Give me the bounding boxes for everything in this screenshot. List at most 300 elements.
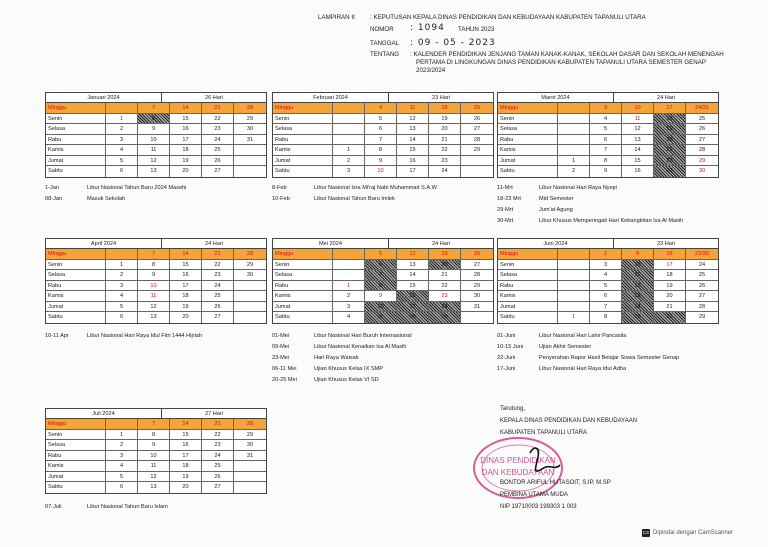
day-name: Minggu [46, 103, 106, 113]
date-cell: 27 [202, 482, 234, 493]
weekday-row [46, 281, 266, 292]
date-cell [234, 461, 266, 471]
date-cell: 6 [365, 260, 397, 270]
date-cell: 30 [473, 293, 481, 299]
date-cell: 26 [473, 251, 481, 257]
lampiran-label: LAMPIRAN II [318, 14, 355, 21]
date-cell: 2 [558, 166, 590, 177]
note-text: Libur Nasional Hari Raya Idul Fitri 1444 Hijriah [87, 333, 203, 339]
day-name: Jumat [46, 302, 106, 312]
date-cell: 6 [106, 482, 138, 493]
day-name: Minggu [46, 419, 106, 429]
date-cell [558, 302, 590, 312]
note-item [272, 342, 522, 353]
date-cell [558, 114, 590, 124]
date-cell: 24 [698, 261, 706, 268]
effective-days: 23 Hari [431, 95, 451, 101]
date-cell: 12 [397, 249, 429, 259]
note-text: Jum'at Agung [539, 207, 573, 213]
date-cell [234, 302, 266, 312]
calendar-title-row [46, 409, 266, 419]
day-name: Senin [498, 260, 558, 270]
date-cell: 2 [333, 156, 365, 166]
day-name: Rabu [498, 281, 558, 291]
note-text: Libur Nasional Hari Raya Idul Adha [539, 366, 627, 372]
date-cell: 11 [622, 270, 654, 280]
date-cell: 16 [654, 249, 686, 259]
note-text: Penyerahan Rapor Hasil Belajar Siswa Semester Genap [539, 355, 680, 361]
day-name: Rabu [273, 135, 333, 145]
weekday-row [273, 156, 493, 167]
tentang-label: TENTANG [370, 51, 400, 58]
date-cell [461, 166, 493, 177]
weekday-row [46, 145, 266, 156]
date-cell: 5 [365, 114, 397, 124]
date-cell: 14 [170, 249, 202, 259]
note-text: Libur Nasional Hari Raya Nyepi [539, 185, 618, 191]
date-cell: 16 [170, 124, 202, 134]
weekday-row [498, 312, 718, 323]
note-item [272, 194, 522, 205]
date-cell: 24 [202, 451, 234, 461]
day-name: Minggu [498, 103, 558, 113]
date-cell [234, 281, 266, 291]
day-name: Selasa [498, 124, 558, 134]
camscanner-watermark [642, 529, 733, 537]
date-cell [333, 249, 365, 259]
date-cell [333, 103, 365, 113]
effective-days: 24 Hari [204, 241, 224, 247]
date-cell: 1 [333, 281, 365, 291]
weekday-row [273, 281, 493, 292]
date-cell [461, 312, 493, 323]
month-name: Februari 2024 [273, 93, 389, 102]
sign-rank: PEMBINA UTAMA MUDA [500, 492, 568, 498]
weekday-row [273, 302, 493, 313]
date-cell [333, 260, 365, 270]
date-cell: 20 [170, 166, 202, 177]
month-name: Juli 2024 [46, 409, 162, 418]
nomor-label: NOMOR [370, 26, 394, 33]
date-cell [333, 135, 365, 145]
day-name: Sabtu [273, 166, 333, 177]
date-cell: 10 [622, 260, 654, 270]
date-cell: 16 [397, 291, 429, 301]
date-cell: 14 [170, 419, 202, 429]
weekday-row [273, 260, 493, 271]
weekday-row [498, 302, 718, 313]
date-cell: 22 [654, 312, 686, 323]
date-cell: 10 [622, 103, 654, 113]
date-cell: 27 [473, 126, 481, 132]
date-cell: 26 [202, 156, 234, 166]
note-date: 18-23 Mrt [497, 196, 521, 202]
date-cell: 25 [473, 105, 481, 111]
weekday-row [498, 281, 718, 292]
date-cell: 9 [622, 249, 654, 259]
weekday-row [498, 156, 718, 167]
date-cell: 27 [698, 136, 706, 143]
date-cell [234, 145, 266, 155]
date-cell: 4 [333, 312, 365, 323]
date-cell: 13 [138, 312, 170, 323]
weekday-row [273, 291, 493, 302]
note-date: 08-Jan [45, 196, 63, 202]
sign-name: BONTOR ARIFUL HUTASOIT, S.IP, M.SP [500, 480, 611, 486]
date-cell: 3 [106, 281, 138, 291]
day-name: Rabu [46, 281, 106, 291]
weekday-row [273, 145, 493, 156]
note-item [45, 331, 295, 342]
date-cell [461, 156, 493, 166]
note-date: 10-11 Apr [45, 333, 69, 339]
note-item [497, 205, 747, 216]
date-cell: 12 [622, 281, 654, 291]
date-cell: 8 [365, 145, 397, 155]
date-cell: 29 [698, 157, 706, 164]
date-cell: 14 [170, 103, 202, 113]
date-cell: 2 [333, 291, 365, 301]
date-cell: 15 [170, 114, 202, 124]
note-date: 01-Mei [272, 333, 290, 339]
calendar-month-2 [497, 92, 719, 178]
weekday-row [498, 166, 718, 177]
calendar-title-row [498, 93, 718, 103]
note-date: 01-Juni [497, 333, 516, 339]
date-cell: 9 [365, 291, 397, 301]
date-cell: 25 [698, 115, 706, 122]
weekday-row [498, 114, 718, 125]
weekday-row [46, 270, 266, 281]
date-cell: 13 [397, 260, 429, 270]
month-name: Januari 2024 [46, 93, 162, 102]
date-cell: 4 [106, 145, 138, 155]
weekday-row [46, 482, 266, 493]
calendar-month-0 [45, 92, 267, 178]
weekday-row [498, 124, 718, 135]
date-cell: 22 [202, 430, 234, 440]
date-cell: 7 [590, 302, 622, 312]
effective-days: 27 Hari [204, 411, 224, 417]
day-name: Senin [498, 114, 558, 124]
notes-month-3 [45, 331, 295, 342]
date-cell: 10 [138, 135, 170, 145]
date-cell: 25 [698, 272, 706, 278]
month-name: Mei 2024 [273, 239, 389, 248]
weekday-row [273, 270, 493, 281]
date-cell [558, 249, 590, 259]
date-cell: 22 [429, 281, 461, 291]
calendar-title-row [498, 239, 718, 249]
day-name: Minggu [273, 103, 333, 113]
weekday-row [46, 114, 266, 125]
note-item [45, 194, 295, 205]
date-cell: 15 [397, 281, 429, 291]
date-cell: 30 [698, 168, 706, 174]
date-cell: 30 [246, 442, 254, 448]
date-cell: 13 [622, 135, 654, 145]
month-name: April 2024 [46, 239, 162, 248]
date-cell: 2 [106, 124, 138, 134]
date-cell: 7 [365, 270, 397, 280]
date-cell [106, 103, 138, 113]
note-date: 17-Juni [497, 366, 516, 372]
date-cell [558, 135, 590, 145]
notes-month-6 [45, 502, 295, 513]
date-cell: 26 [202, 302, 234, 312]
date-cell: 31 [246, 136, 254, 143]
date-cell: 16 [170, 270, 202, 280]
date-cell: 3 [333, 302, 365, 312]
date-cell: 28 [246, 105, 254, 111]
date-cell: 14 [622, 145, 654, 155]
date-cell: 17 [397, 302, 429, 312]
day-name: Sabtu [498, 166, 558, 177]
date-cell: 8 [138, 260, 170, 270]
date-cell: 25 [202, 461, 234, 471]
date-cell: 6 [106, 312, 138, 323]
weekday-row [498, 291, 718, 302]
date-cell: 1 [106, 114, 138, 124]
date-cell: 7 [138, 103, 170, 113]
date-cell: 20 [654, 135, 686, 145]
date-cell: 13 [622, 291, 654, 301]
day-name: Kamis [46, 291, 106, 301]
day-name: Selasa [46, 270, 106, 280]
sunday-row [46, 419, 266, 430]
notes-month-0 [45, 183, 295, 205]
date-cell: 31 [473, 303, 481, 310]
calendar-title-row [273, 239, 493, 249]
date-cell [558, 124, 590, 134]
day-name: Minggu [46, 249, 106, 259]
date-cell [234, 156, 266, 166]
date-cell: 26 [473, 115, 481, 122]
date-cell [234, 312, 266, 323]
weekday-row [46, 156, 266, 167]
note-text: Libur Nasional Tahun Baru 2024 Masehi [87, 185, 187, 191]
note-text: Ujian Khusus Kelas VI SD [314, 377, 379, 383]
date-cell: 11 [138, 461, 170, 471]
note-date: 06-11 Mei [272, 366, 297, 372]
note-text: Hari Raya Waisak [314, 355, 359, 361]
date-cell: 5 [106, 472, 138, 482]
date-cell [558, 270, 590, 280]
date-cell: 29 [473, 282, 481, 289]
date-cell: 24 [202, 281, 234, 291]
date-cell: 5 [106, 156, 138, 166]
note-text: Libur Khusus Memperingati Hari Kebangkitan Isa Al Masih [539, 218, 684, 224]
stamp-text-1: DINAS PENDIDIKAN [480, 456, 556, 465]
day-name: Senin [46, 114, 106, 124]
tentang-line-3: 2023/2024 [416, 67, 446, 74]
date-cell: 28 [246, 251, 254, 257]
date-cell: 17 [170, 281, 202, 291]
calendar-month-4 [272, 238, 494, 324]
date-cell: 18 [170, 291, 202, 301]
date-cell: 28 [698, 147, 706, 153]
date-cell: 28 [473, 136, 481, 143]
date-cell: 11 [138, 145, 170, 155]
day-name: Senin [273, 114, 333, 124]
note-text: Libur Nasional Kenaikan Isa Al Masih [314, 344, 407, 350]
weekday-row [46, 166, 266, 177]
date-cell: 21 [654, 145, 686, 155]
date-cell: 8 [590, 156, 622, 166]
day-name: Kamis [273, 145, 333, 155]
weekday-row [46, 440, 266, 451]
date-cell: 22 [202, 260, 234, 270]
note-item [272, 375, 522, 386]
date-cell [558, 281, 590, 291]
day-name: Selasa [498, 270, 558, 280]
note-date: 09-Mei [272, 344, 290, 350]
day-name: Kamis [498, 291, 558, 301]
note-item [497, 364, 747, 375]
note-date: 20-25 Mei [272, 377, 297, 383]
effective-days: 26 Hari [204, 95, 224, 101]
date-cell: 5 [106, 302, 138, 312]
date-cell: 22 [654, 156, 686, 166]
date-cell: 25 [202, 291, 234, 301]
day-name: Rabu [498, 135, 558, 145]
day-name: Kamis [498, 145, 558, 155]
date-cell: 8 [365, 281, 397, 291]
weekday-row [498, 135, 718, 146]
note-date: 8-Feb [272, 185, 287, 191]
weekday-row [46, 461, 266, 472]
day-name: Jumat [46, 156, 106, 166]
date-cell: 15 [170, 260, 202, 270]
date-cell: 4 [106, 461, 138, 471]
weekday-row [46, 430, 266, 441]
calendar-month-5 [497, 238, 719, 324]
sunday-row [498, 103, 718, 114]
date-cell: 28 [698, 303, 706, 310]
date-cell: 12 [622, 124, 654, 134]
day-name: Jumat [46, 472, 106, 482]
date-cell: 4 [590, 114, 622, 124]
date-cell: 26 [202, 472, 234, 482]
date-cell: 15 [170, 430, 202, 440]
notes-month-2 [497, 183, 747, 227]
day-name: Kamis [46, 145, 106, 155]
date-cell: 1 [106, 430, 138, 440]
calendar-title-row [46, 93, 266, 103]
day-name: Senin [273, 260, 333, 270]
date-cell [333, 124, 365, 134]
date-cell: 23 [654, 166, 686, 177]
date-cell: 27 [698, 293, 706, 299]
note-text: Libur Nasional Hari Buruh Internasional [314, 333, 412, 339]
date-cell: 13 [397, 124, 429, 134]
date-cell: 1 [333, 145, 365, 155]
day-name: Selasa [273, 270, 333, 280]
date-cell: 20 [170, 312, 202, 323]
camscanner-icon: CS [642, 530, 650, 535]
date-cell: 13 [138, 166, 170, 177]
date-cell: 19 [654, 281, 686, 291]
effective-days: 24 Hari [656, 95, 676, 101]
date-cell: 21 [654, 302, 686, 312]
date-cell: 21 [202, 103, 234, 113]
date-cell: 18 [654, 114, 686, 124]
sunday-row [46, 249, 266, 260]
date-cell: 1 [106, 260, 138, 270]
tanggal-label: TANGGAL [370, 40, 400, 47]
date-cell: 20 [170, 482, 202, 493]
date-cell: 24 [429, 166, 461, 177]
weekday-row [46, 124, 266, 135]
note-item [497, 216, 747, 227]
note-text: Libur Nasional Tahun Baru Islam [87, 504, 168, 510]
day-name: Rabu [46, 135, 106, 145]
day-name: Sabtu [46, 166, 106, 177]
date-cell: 17 [170, 135, 202, 145]
weekday-row [46, 135, 266, 146]
day-name: Sabtu [46, 312, 106, 323]
stamp-text-2: DAN KEBUDAYAAN [481, 468, 555, 477]
date-cell: 5 [590, 124, 622, 134]
note-item [497, 194, 747, 205]
date-cell: 8 [138, 430, 170, 440]
date-cell: 12 [138, 156, 170, 166]
date-cell: 19 [429, 249, 461, 259]
date-cell: 6 [106, 166, 138, 177]
date-cell: 9 [138, 124, 170, 134]
note-date: 30-Mrt [497, 218, 514, 224]
day-name: Senin [46, 430, 106, 440]
date-cell: 6 [365, 124, 397, 134]
date-cell [558, 291, 590, 301]
date-cell: 8 [138, 114, 170, 124]
weekday-row [273, 124, 493, 135]
date-cell: 22 [429, 145, 461, 155]
day-name: Sabtu [498, 312, 558, 323]
day-name: Minggu [273, 249, 333, 259]
date-cell [234, 166, 266, 177]
date-cell: 24 [202, 135, 234, 145]
date-cell: 6 [590, 135, 622, 145]
note-date: 10-15 Juni [497, 344, 524, 350]
date-cell: 28 [246, 421, 254, 427]
sunday-row [273, 249, 493, 260]
note-text: Masuk Sekolah [87, 196, 126, 202]
note-text: Ujian Akhir Semester [539, 344, 592, 350]
date-cell: 9 [590, 166, 622, 177]
note-item [497, 353, 747, 364]
tanggal-value: : 09 - 05 - 2023 [410, 38, 496, 48]
date-cell: 7 [365, 135, 397, 145]
note-item [497, 331, 747, 342]
note-item [272, 353, 522, 364]
date-cell: 15 [397, 145, 429, 155]
note-text: Libur Nasional Tahun Baru Imlek [314, 196, 395, 202]
date-cell: 3 [106, 135, 138, 145]
note-item [272, 331, 522, 342]
note-date: 10-Feb [272, 196, 290, 202]
date-cell: 21 [429, 270, 461, 280]
date-cell: 8 [590, 312, 622, 323]
date-cell: 23 [429, 291, 461, 301]
calendar-title-row [46, 239, 266, 249]
note-text: Mid Semester [539, 196, 574, 202]
day-name: Senin [46, 260, 106, 270]
day-name: Jumat [273, 156, 333, 166]
sunday-row [273, 103, 493, 114]
date-cell: 30 [246, 126, 254, 132]
date-cell: 25 [429, 312, 461, 323]
